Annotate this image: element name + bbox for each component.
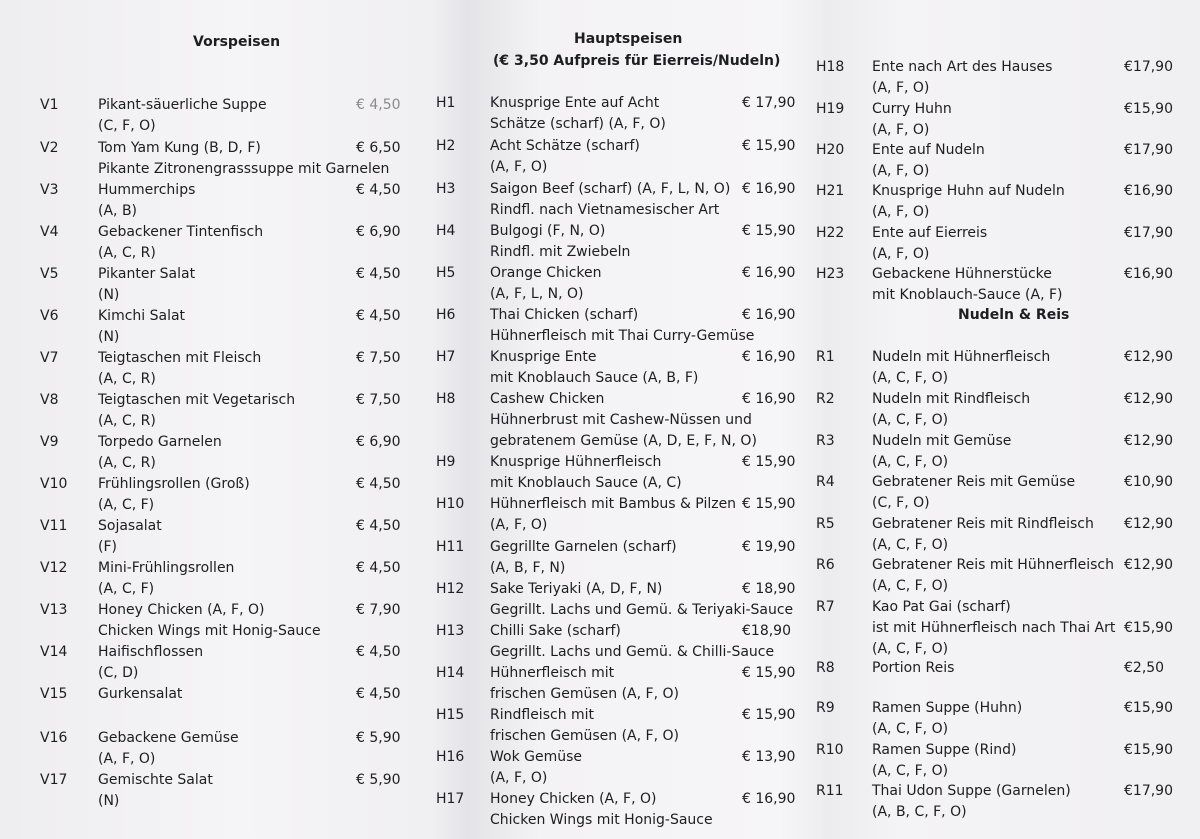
item-description: ist mit Hühnerfleisch nach Thai Art: [872, 620, 1116, 636]
item-price: € 15,90: [742, 707, 796, 723]
item-code: H8: [436, 391, 456, 407]
item-description: (A, B, F, N): [490, 560, 566, 576]
item-description: (A, F, O): [872, 246, 930, 262]
item-name: Gebratener Reis mit Gemüse: [872, 474, 1076, 490]
item-description: (A, F, O): [98, 751, 156, 767]
item-price: € 15,90: [742, 223, 796, 239]
item-code: H1: [436, 95, 456, 111]
item-description: mit Knoblauch Sauce (A, C): [490, 475, 682, 491]
item-code: H13: [436, 623, 465, 639]
item-name: Gurkensalat: [98, 686, 183, 702]
item-price: €17,90: [1124, 59, 1173, 75]
item-price: €10,90: [1124, 474, 1173, 490]
item-code: H2: [436, 138, 456, 154]
item-code: H14: [436, 665, 465, 681]
item-price: € 5,90: [356, 730, 401, 746]
item-name: Haifischflossen: [98, 644, 204, 660]
item-price: €15,90: [1124, 101, 1173, 117]
item-price: €16,90: [1124, 266, 1173, 282]
item-name: Ente auf Nudeln: [872, 142, 985, 158]
item-code: H18: [816, 59, 845, 75]
item-name: Torpedo Garnelen: [98, 434, 222, 450]
item-code: H6: [436, 307, 456, 323]
item-price: € 15,90: [742, 138, 796, 154]
item-description: (N): [98, 793, 120, 809]
item-price: € 19,90: [742, 539, 796, 555]
item-description: (A, C, R): [98, 413, 156, 429]
item-description: mit Knoblauch Sauce (A, B, F): [490, 370, 699, 386]
item-price: € 16,90: [742, 791, 796, 807]
item-name: Hühnerfleisch mit: [490, 665, 615, 681]
item-code: H7: [436, 349, 456, 365]
item-code: V11: [40, 518, 68, 534]
item-code: H4: [436, 223, 456, 239]
item-description: (N): [98, 287, 120, 303]
item-price: € 4,50: [356, 266, 401, 282]
item-name: Sake Teriyaki (A, D, F, N): [490, 581, 663, 597]
item-name: Hühnerfleisch mit Bambus & Pilzen: [490, 496, 737, 512]
item-code: V10: [40, 476, 68, 492]
item-name: Ramen Suppe (Rind): [872, 742, 1017, 758]
item-price: € 6,50: [356, 140, 401, 156]
item-code: V5: [40, 266, 59, 282]
item-code: V7: [40, 350, 59, 366]
item-description: (A, F, L, N, O): [490, 286, 584, 302]
item-code: R9: [816, 700, 835, 716]
item-name: Acht Schätze (scharf): [490, 138, 640, 154]
item-name: Gebackene Gemüse: [98, 730, 239, 746]
item-description: (A, C, F): [98, 581, 155, 597]
item-code: H22: [816, 225, 845, 241]
item-price: € 4,50: [356, 97, 401, 113]
item-price: € 4,50: [356, 560, 401, 576]
item-name: Nudeln mit Gemüse: [872, 433, 1012, 449]
item-name: Cashew Chicken: [490, 391, 605, 407]
item-description: (F): [98, 539, 117, 555]
item-name: Honey Chicken (A, F, O): [490, 791, 657, 807]
item-name: Frühlingsrollen (Groß): [98, 476, 250, 492]
item-name: Gemischte Salat: [98, 772, 213, 788]
item-code: R5: [816, 516, 835, 532]
item-price: € 6,90: [356, 434, 401, 450]
item-description: mit Knoblauch-Sauce (A, F): [872, 287, 1063, 303]
item-name: Nudeln mit Hühnerfleisch: [872, 349, 1051, 365]
item-name: Knusprige Hühnerfleisch: [490, 454, 662, 470]
item-price: €12,90: [1124, 349, 1173, 365]
item-price: € 18,90: [742, 581, 796, 597]
item-price: €12,90: [1124, 391, 1173, 407]
item-description: Schätze (scharf) (A, F, O): [490, 116, 666, 132]
item-code: H19: [816, 101, 845, 117]
item-name: Saigon Beef (scharf) (A, F, L, N, O): [490, 181, 731, 197]
item-code: H21: [816, 183, 845, 199]
item-description: (A, C, F, O): [872, 370, 949, 386]
item-price: € 4,50: [356, 644, 401, 660]
item-description: Rindfl. nach Vietnamesischer Art: [490, 202, 720, 218]
item-price: € 16,90: [742, 265, 796, 281]
item-description: Pikante Zitronengrasssuppe mit Garnelen: [98, 161, 390, 177]
item-name: Chilli Sake (scharf): [490, 623, 621, 639]
item-price: € 6,90: [356, 224, 401, 240]
item-name: Gegrillte Garnelen (scharf): [490, 539, 677, 555]
item-description: (A, C, F, O): [872, 578, 949, 594]
item-description: (A, F, O): [490, 770, 548, 786]
item-price: € 16,90: [742, 391, 796, 407]
item-price: €15,90: [1124, 742, 1173, 758]
item-description: (A, C, R): [98, 245, 156, 261]
item-price: € 13,90: [742, 749, 796, 765]
item-price: €12,90: [1124, 433, 1173, 449]
item-description: (A, F, O): [872, 122, 930, 138]
item-name: Honey Chicken (A, F, O): [98, 602, 265, 618]
vorspeisen-title: Vorspeisen: [193, 34, 281, 50]
item-description: (A, F, O): [490, 159, 548, 175]
item-price: € 16,90: [742, 349, 796, 365]
item-description: (A, F, O): [490, 517, 548, 533]
item-code: H15: [436, 707, 465, 723]
item-code: V15: [40, 686, 68, 702]
item-description: frischen Gemüsen (A, F, O): [490, 728, 679, 744]
item-name: Tom Yam Kung (B, D, F): [98, 140, 261, 156]
item-name: Knusprige Ente: [490, 349, 597, 365]
item-name: Curry Huhn: [872, 101, 952, 117]
item-code: V1: [40, 97, 59, 113]
item-name: Gebackene Hühnerstücke: [872, 266, 1052, 282]
item-price: € 4,50: [356, 476, 401, 492]
item-description: Chicken Wings mit Honig-Sauce: [490, 812, 713, 828]
item-price: € 4,50: [356, 308, 401, 324]
item-code: H16: [436, 749, 465, 765]
item-price: € 7,90: [356, 602, 401, 618]
item-description: (A, C, F, O): [872, 412, 949, 428]
item-price: € 15,90: [742, 454, 796, 470]
item-code: V14: [40, 644, 68, 660]
item-code: H5: [436, 265, 456, 281]
item-description: (A, C, F, O): [872, 763, 949, 779]
item-description: frischen Gemüsen (A, F, O): [490, 686, 679, 702]
item-code: H9: [436, 454, 456, 470]
item-name: Nudeln mit Rindfleisch: [872, 391, 1031, 407]
item-price: €12,90: [1124, 557, 1173, 573]
item-description: Rindfl. mit Zwiebeln: [490, 244, 631, 260]
item-name: Teigtaschen mit Fleisch: [98, 350, 262, 366]
item-code: V6: [40, 308, 59, 324]
item-description: (A, B, C, F, O): [872, 804, 967, 820]
item-price: € 17,90: [742, 95, 796, 111]
hauptspeisen-title: Hauptspeisen: [574, 31, 683, 47]
item-code: R6: [816, 557, 835, 573]
item-name: Pikant-säuerliche Suppe: [98, 97, 267, 113]
item-description: (A, C, R): [98, 455, 156, 471]
item-code: H11: [436, 539, 465, 555]
item-description: (A, C, F): [98, 497, 155, 513]
item-description: Gegrillt. Lachs und Gemü. & Chilli-Sauce: [490, 644, 775, 660]
item-name: Thai Chicken (scharf): [490, 307, 639, 323]
item-code: R3: [816, 433, 835, 449]
item-name: Kao Pat Gai (scharf): [872, 599, 1011, 615]
item-name: Bulgogi (F, N, O): [490, 223, 606, 239]
item-name: Knusprige Huhn auf Nudeln: [872, 183, 1065, 199]
item-description: (A, C, F, O): [872, 721, 949, 737]
item-description: Chicken Wings mit Honig-Sauce: [98, 623, 321, 639]
item-price: € 15,90: [742, 665, 796, 681]
item-description: Gegrillt. Lachs und Gemü. & Teriyaki-Sauce: [490, 602, 794, 618]
item-name: Hummerchips: [98, 182, 196, 198]
item-name: Pikanter Salat: [98, 266, 196, 282]
item-description: (C, F, O): [98, 118, 156, 134]
item-code: H10: [436, 496, 465, 512]
item-code: V8: [40, 392, 59, 408]
item-description: (A, C, R): [98, 371, 156, 387]
item-code: H17: [436, 791, 465, 807]
item-code: R4: [816, 474, 835, 490]
item-description: (C, F, O): [872, 495, 930, 511]
item-name: Thai Udon Suppe (Garnelen): [872, 783, 1071, 799]
item-code: V16: [40, 730, 68, 746]
item-description: (A, F, O): [872, 80, 930, 96]
item-code: R7: [816, 599, 835, 615]
item-code: V13: [40, 602, 68, 618]
item-name: Teigtaschen mit Vegetarisch: [98, 392, 296, 408]
item-code: R8: [816, 660, 835, 676]
item-price: €17,90: [1124, 142, 1173, 158]
item-price: € 4,50: [356, 686, 401, 702]
item-description: (A, C, F, O): [872, 454, 949, 470]
item-code: V17: [40, 772, 68, 788]
item-code: V9: [40, 434, 59, 450]
hauptspeisen-subtitle: (€ 3,50 Aufpreis für Eierreis/Nudeln): [493, 53, 781, 69]
item-description: Hühnerbrust mit Cashew-Nüssen und: [490, 412, 752, 428]
item-code: V3: [40, 182, 59, 198]
item-code: H20: [816, 142, 845, 158]
item-description-2: gebratenem Gemüse (A, D, E, F, N, O): [490, 433, 757, 449]
item-price: €16,90: [1124, 183, 1173, 199]
item-price: €15,90: [1124, 620, 1173, 636]
item-price: € 15,90: [742, 496, 796, 512]
item-code: H3: [436, 181, 456, 197]
item-name: Portion Reis: [872, 660, 955, 676]
item-name: Gebackener Tintenfisch: [98, 224, 264, 240]
item-price: € 16,90: [742, 307, 796, 323]
item-description: (A, F, O): [872, 163, 930, 179]
item-code: V4: [40, 224, 59, 240]
item-code: R11: [816, 783, 844, 799]
item-price: €2,50: [1124, 660, 1165, 676]
item-code: R2: [816, 391, 835, 407]
item-description: Hühnerfleisch mit Thai Curry-Gemüse: [490, 328, 755, 344]
item-name: Gebratener Reis mit Rindfleisch: [872, 516, 1094, 532]
item-name: Orange Chicken: [490, 265, 602, 281]
item-price: €18,90: [742, 623, 791, 639]
item-description: (A, F, O): [872, 204, 930, 220]
item-price: €17,90: [1124, 783, 1173, 799]
item-code: H12: [436, 581, 465, 597]
item-code: R10: [816, 742, 844, 758]
item-code: R1: [816, 349, 835, 365]
item-price: €17,90: [1124, 225, 1173, 241]
item-name: Ramen Suppe (Huhn): [872, 700, 1023, 716]
item-price: € 16,90: [742, 181, 796, 197]
item-description: (C, D): [98, 665, 139, 681]
item-description: (N): [98, 329, 120, 345]
item-price: € 5,90: [356, 772, 401, 788]
item-description-2: (A, C, F, O): [872, 641, 949, 657]
item-description: (A, B): [98, 203, 138, 219]
item-name: Ente auf Eierreis: [872, 225, 988, 241]
item-code: V2: [40, 140, 59, 156]
item-name: Knusprige Ente auf Acht: [490, 95, 660, 111]
item-name: Mini-Frühlingsrollen: [98, 560, 235, 576]
item-price: €15,90: [1124, 700, 1173, 716]
item-name: Rindfleisch mit: [490, 707, 595, 723]
item-description: (A, C, F, O): [872, 537, 949, 553]
item-code: H23: [816, 266, 845, 282]
item-price: €12,90: [1124, 516, 1173, 532]
item-code: V12: [40, 560, 68, 576]
item-name: Wok Gemüse: [490, 749, 583, 765]
nudeln-reis-title: Nudeln & Reis: [958, 307, 1070, 323]
item-price: € 4,50: [356, 182, 401, 198]
item-price: € 4,50: [356, 518, 401, 534]
item-name: Kimchi Salat: [98, 308, 186, 324]
item-price: € 7,50: [356, 350, 401, 366]
item-name: Gebratener Reis mit Hühnerfleisch: [872, 557, 1114, 573]
item-price: € 7,50: [356, 392, 401, 408]
item-name: Ente nach Art des Hauses: [872, 59, 1053, 75]
item-name: Sojasalat: [98, 518, 162, 534]
